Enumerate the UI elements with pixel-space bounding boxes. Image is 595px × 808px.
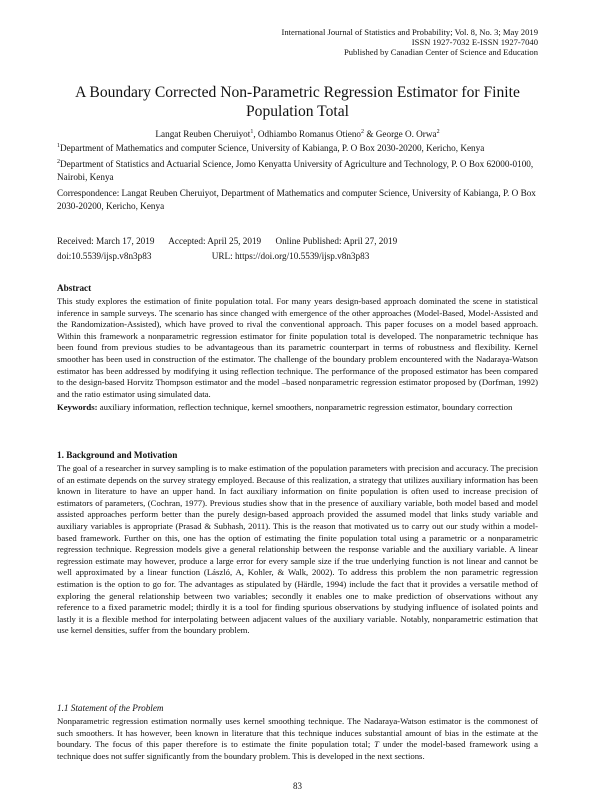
page-number: 83 — [293, 781, 302, 791]
journal-header — [281, 27, 538, 58]
section-1-body — [57, 463, 538, 637]
section-1-1-text-b: under the model-based framework using a technique does not suffer significantly from the boundary problem. This is developed in the next sections. — [57, 739, 538, 761]
abstract-text: This study explores the estimation of finite population total. For many years design-based approach dominated the scene in statistical inference in sample surveys. The scenario has since changed with emergence of the other approaches (Model-Based, Model-Assisted and the Randomization-Assisted), which have proved to rival the conventional approach. This paper focuses on a model based approach. Within this framework a nonparametric regression estimator for finite population total is developed. The nonparametric technique has been found from previous studies to be advantageous than its parametric counterpart in terms of robustness and flexibility. Kernel smoother has been used in construction of the estimator. The challenge of the boundary problem encountered with the Nadaraya-Watson estimator has been addressed by modifying it using reflection technique. The performance of the proposed estimator has been compared to the design-based Horvitz Thompson estimator and the model –based nonparametric regression estimator proposed by (Dorfman, 1992) and the ratio estimator using simulated data. — [57, 296, 538, 399]
journal-info: International Journal of Statistics and Probability; Vol. 8, No. 3; May 2019 — [281, 27, 538, 37]
author-1-affil: 1 — [250, 128, 254, 135]
title-line-2: Population Total — [245, 103, 349, 120]
author-1: Langat Reuben Cheruiyot — [155, 129, 251, 139]
abstract-section — [57, 296, 538, 414]
publisher-line: Published by Canadian Center of Science and Education — [343, 47, 538, 58]
abstract-heading: Abstract — [57, 283, 92, 293]
author-2: , Odhiambo Romanus Otieno — [253, 129, 362, 139]
affiliation-1-text: Department of Mathematics and computer Science, University of Kabianga, P. O Box 2030-20200, Kericho, Kenya — [60, 143, 485, 153]
population-total-symbol: T — [374, 739, 379, 750]
keywords-text: auxiliary information, reflection technique, kernel smoothers, nonparametric regression estimator, boundary correction — [97, 402, 513, 413]
title-line-1: A Boundary Corrected Non-Parametric Regression Estimator for Finite — [75, 84, 520, 101]
received-date: Received: March 17, 2019 — [57, 236, 155, 246]
section-1-text: The goal of a researcher in survey sampling is to make estimation of the population parameters with precision and accuracy. The precision of an estimate depends on the survey strategy employed. Because of this realization, a strategy that utilizes auxiliary information has been known in literature to have an upper hand. In fact auxiliary information on finite population is often used to increase precision of estimators of parameters, (Cochran, 1977). Previous studies show that in the presence of auxiliary variable, both model based and model assisted approaches perform better than the purely design-based approach provided the assumed model that links study variable and auxiliary variables is appropriate (Prasad & Subhash, 2011). This is the reason that motivated us to carry out our study within a model- based framework. Further on this, one has the option of estimating the finite population total using a parametric or a nonparametric regression technique. Regression models give a general relationship between the response variable and the auxiliary variable. A linear regression estimate may however, produce a large error for every sample size if the true underlying function is not linear and cannot be well approximated by a linear function (László, A, Kohler, & Walk, 2002). To address this problem the non parametric regression estimation is the option to go for. The advantages as stipulated by (Härdle, 1994) include the fact that it provides a versatile method of exploring the general relationship between two variables; secondly it enables one to make prediction of observations without any reference to a fixed parametric model; thirdly it is a tool for finding spurious observations by studying influence of isolated points and lastly it is a flexible method for interpolating between adjacent values of the auxiliary variable. Notably, nonparametric estimation that use kernel densities, suffer from the boundary problem. — [57, 463, 538, 636]
author-3: & George O. Orwa — [364, 129, 437, 139]
accepted-date: Accepted: April 25, 2019 — [168, 236, 262, 246]
affiliations — [57, 142, 538, 216]
doi-url[interactable]: URL: https://doi.org/10.5539/ijsp.v8n3p83 — [211, 251, 370, 261]
section-1-1-text-a: Nonparametric regression estimation normally uses kernel smoothing technique. The Nadaraya-Watson estimator is the commonest of such smoothers. It has however, been known in literature that this technique induces substantial amount of bias in the estimate at the boundary. The focus of this paper therefore is to estimate the finite population total; — [57, 716, 538, 750]
affiliation-1-number: 1 — [57, 142, 60, 149]
affiliation-2-number: 2 — [57, 159, 60, 166]
author-2-affil: 2 — [361, 128, 365, 135]
section-1-1-text — [57, 716, 538, 762]
affiliation-2 — [57, 158, 538, 183]
section-1-1-body — [57, 716, 538, 762]
doi-text[interactable]: doi:10.5539/ijsp.v8n3p83 — [57, 251, 152, 261]
author-3-affil: 2 — [436, 128, 440, 135]
paper-title — [40, 83, 555, 121]
affiliation-2-text: Department of Statistics and Actuarial Science, Jomo Kenyatta University of Agriculture and Technology, P. O Box 62000-0100, Nairobi, Kenya — [57, 159, 534, 182]
keywords-label: Keywords: — [57, 402, 98, 413]
section-1-1-heading: 1.1 Statement of the Problem — [57, 703, 164, 713]
section-1-heading: 1. Background and Motivation — [57, 450, 178, 460]
issn-line: ISSN 1927-7032 E-ISSN 1927-7040 — [411, 37, 538, 48]
online-date: Online Published: April 27, 2019 — [275, 236, 398, 246]
publication-dates — [57, 236, 409, 246]
author-list — [40, 129, 555, 139]
affiliation-1 — [57, 142, 538, 154]
correspondence: Correspondence: Langat Reuben Cheruiyot, Department of Mathematics and computer Science, University of Kabianga, P. O Box 2030-20200, Kericho, Kenya — [57, 188, 536, 211]
doi-line — [57, 251, 369, 261]
keywords — [57, 402, 538, 414]
